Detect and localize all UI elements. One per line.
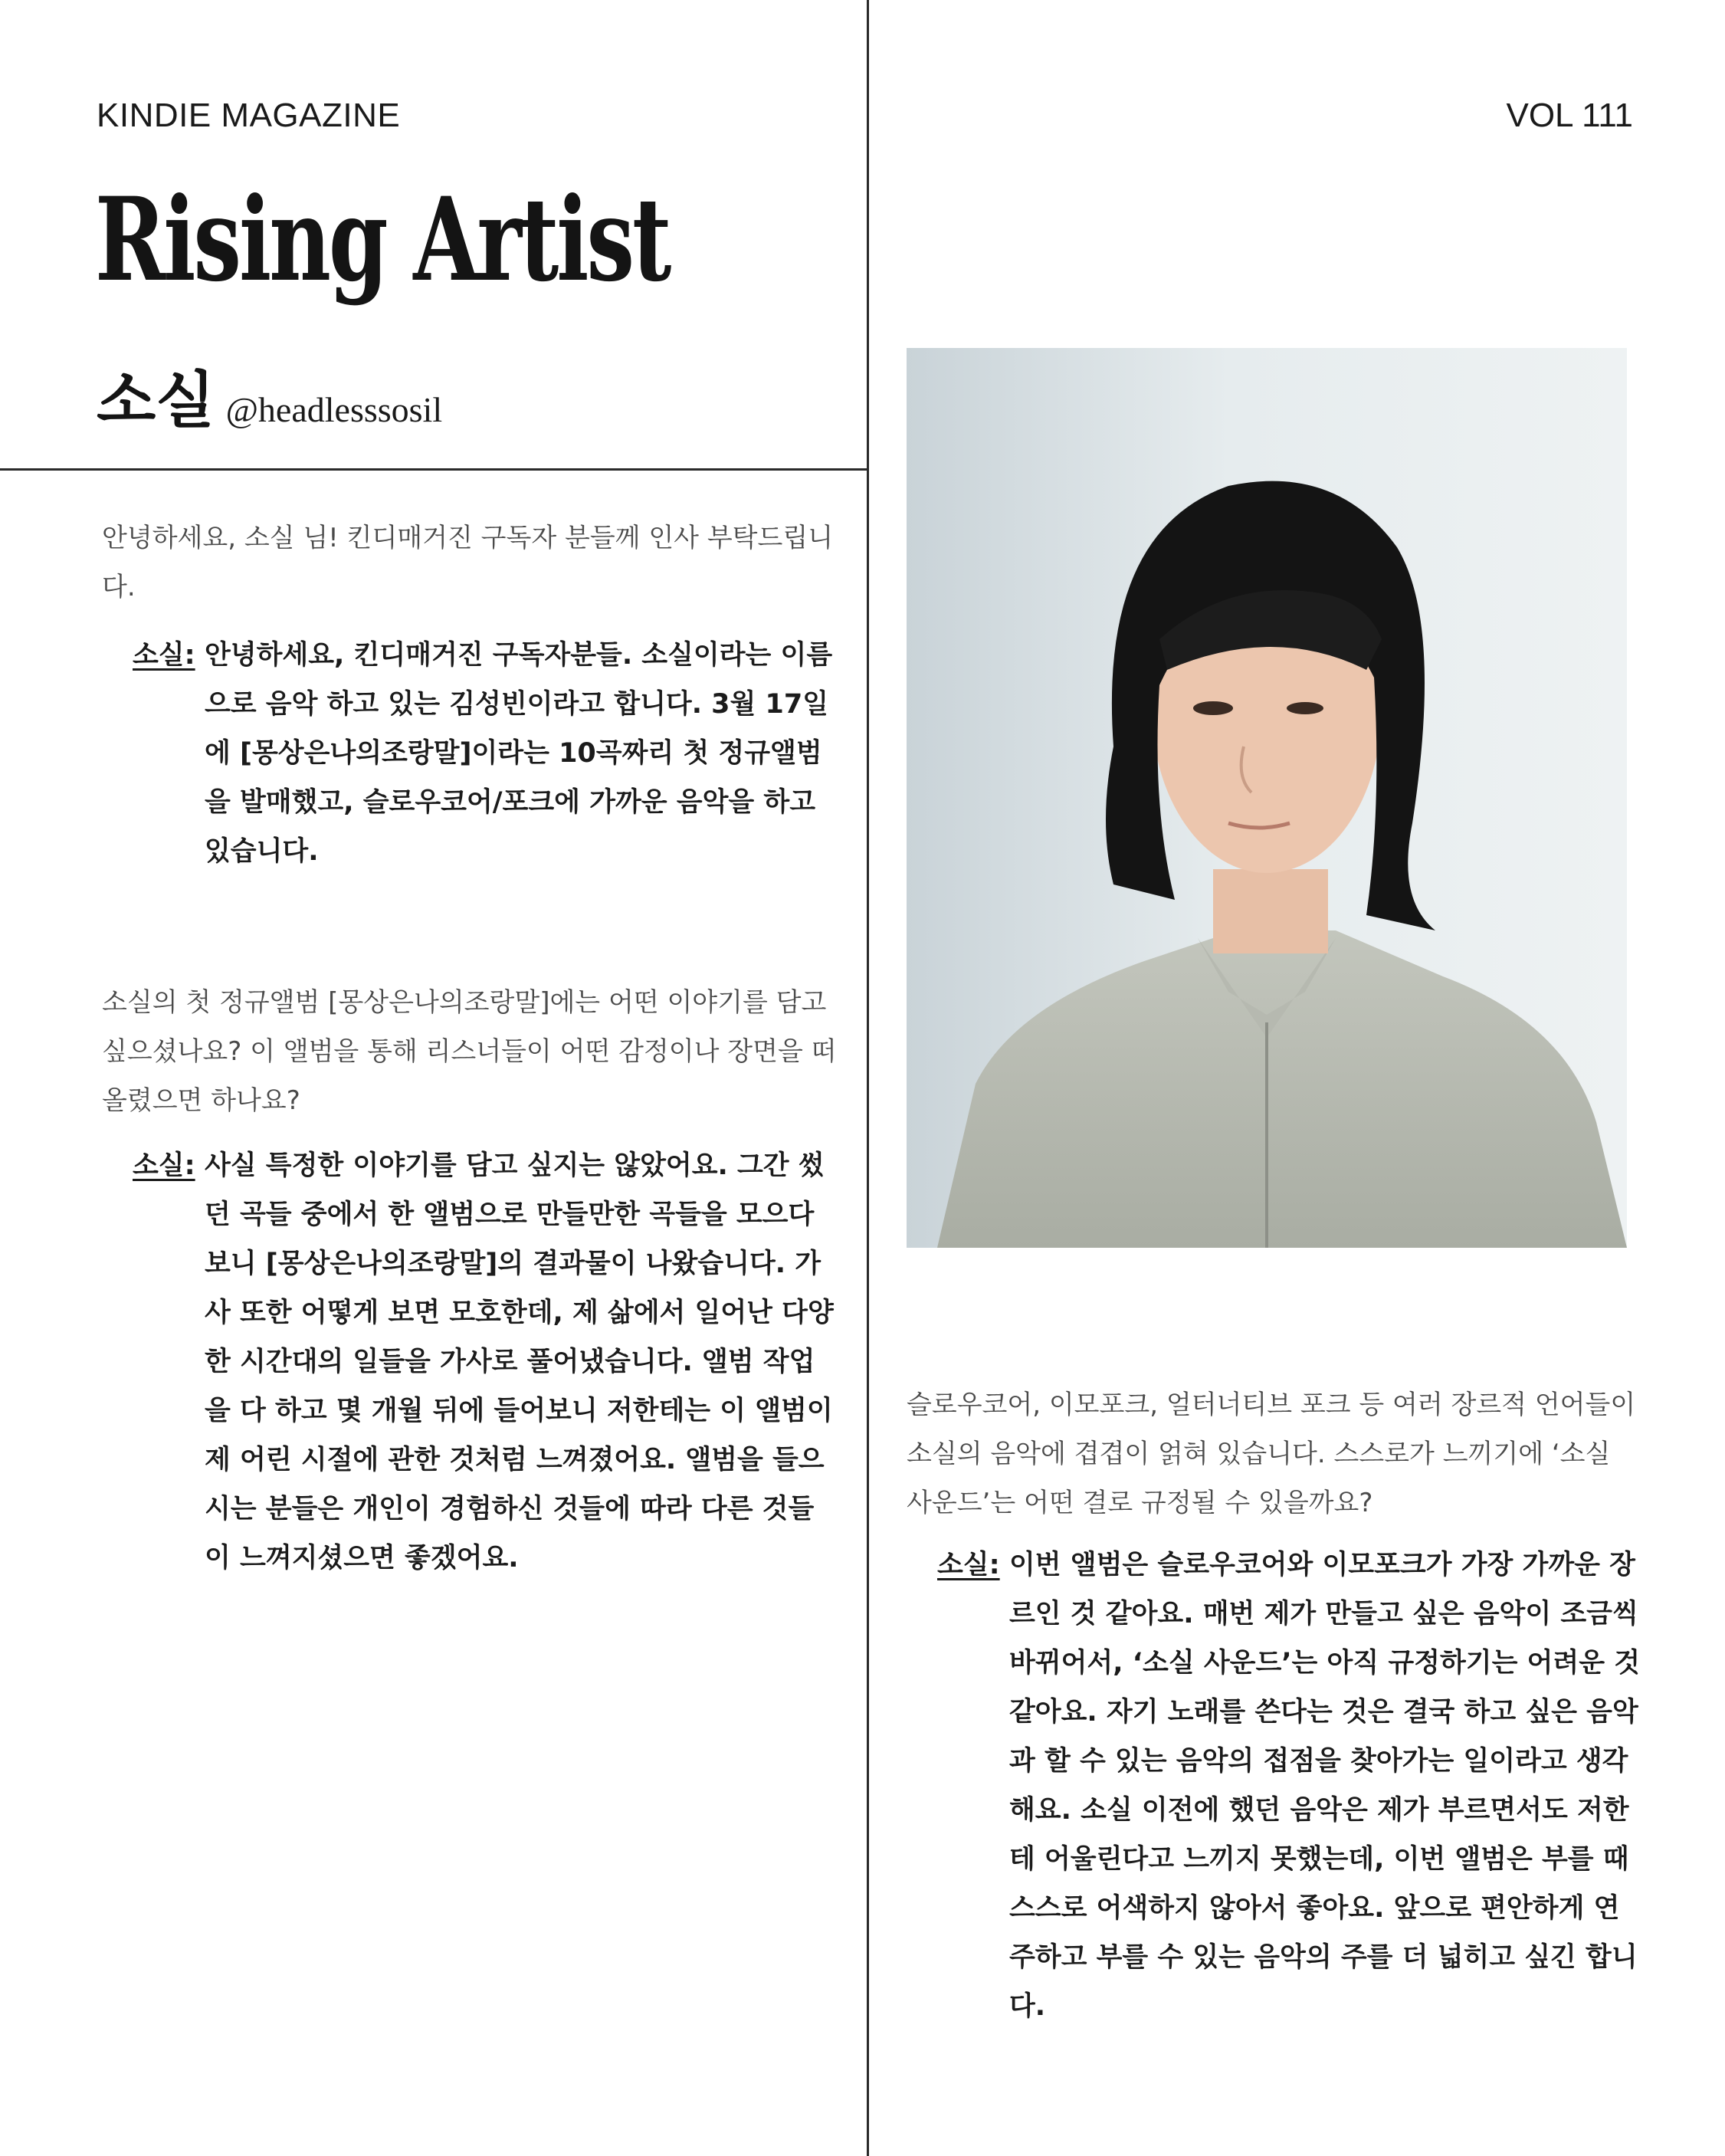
magazine-name: KINDIE MAGAZINE	[97, 97, 401, 134]
question-3: 슬로우코어, 이모포크, 얼터너티브 포크 등 여러 장르적 언어들이 소실의 음악에 겹겹이 얽혀 있습니다. 스스로가 느끼기에 ‘소실 사운드’는 어떤 결로 규정될 수 있을까요?	[907, 1390, 1636, 1518]
answer-1	[133, 631, 838, 876]
header-divider	[0, 468, 867, 471]
answer-text: 사실 특정한 이야기를 담고 싶지는 않았어요. 그간 썼던 곡들 중에서 한 앨범으로 만들만한 곡들을 모으다보니 [몽상은나의조랑말]의 결과물이 나왔습니다. 가사 또한 어떻게 보면 모호한데, 제 삶에서 일어난 다양한 시간대의 일들을 가사로 풀어냈습니다. 앨범 작업을 다 하고 몇 개월 뒤에 들어보니 저한테는 이 앨범이 제 어린 시절에 관한 것처럼 느껴졌어요. 앨범을 들으시는 분들은 개인이 경험하신 것들에 따라 다른 것들이 느껴지셨으면 좋겠어요.	[205, 1150, 834, 1574]
speaker-label: 소실:	[133, 1150, 195, 1181]
artist-portrait-illustration	[907, 348, 1627, 1248]
answer-text: 안녕하세요, 킨디매거진 구독자분들. 소실이라는 이름으로 음악 하고 있는 김성빈이라고 합니다. 3월 17일에 [몽상은나의조랑말]이라는 10곡짜리 첫 정규앨범을 발매했고, 슬로우코어/포크에 가까운 음악을 하고 있습니다.	[205, 640, 833, 867]
answer-text: 이번 앨범은 슬로우코어와 이모포크가 가장 가까운 장르인 것 같아요. 매번 제가 만들고 싶은 음악이 조금씩 바뀌어서, ‘소실 사운드’는 아직 규정하기는 어려운 것 같아요. 자기 노래를 쓴다는 것은 결국 하고 싶은 음악과 할 수 있는 음악의 접점을 찾아가는 일이라고 생각해요. 소실 이전에 했던 음악은 제가 부르면서도 저한테 어울린다고 느끼지 못했는데, 이번 앨범은 부를 때 스스로 어색하지 않아서 좋아요. 앞으로 편안하게 연주하고 부를 수 있는 음악의 주를 더 넓히고 싶긴 합니다.	[1009, 1550, 1641, 2022]
volume-number: VOL 111	[1506, 97, 1633, 134]
column-divider-vertical	[867, 0, 869, 2156]
speaker-label: 소실:	[133, 640, 195, 671]
answer-3	[937, 1541, 1642, 2031]
question-2: 소실의 첫 정규앨범 [몽상은나의조랑말]에는 어떤 이야기를 담고 싶으셨나요? 이 앨범을 통해 리스너들이 어떤 감정이나 장면을 떠올렸으면 하나요?	[102, 987, 837, 1116]
question-1: 안녕하세요, 소실 님! 킨디매거진 구독자 분들께 인사 부탁드립니다.	[102, 523, 834, 602]
speaker-label: 소실:	[937, 1550, 1000, 1580]
artist-heading	[97, 351, 442, 439]
artist-handle: @headlesssosil	[225, 390, 443, 429]
answer-2	[133, 1141, 838, 1583]
section-title: Rising Artist	[95, 172, 670, 307]
artist-name: 소실	[97, 365, 215, 436]
artist-photo	[907, 348, 1627, 1248]
